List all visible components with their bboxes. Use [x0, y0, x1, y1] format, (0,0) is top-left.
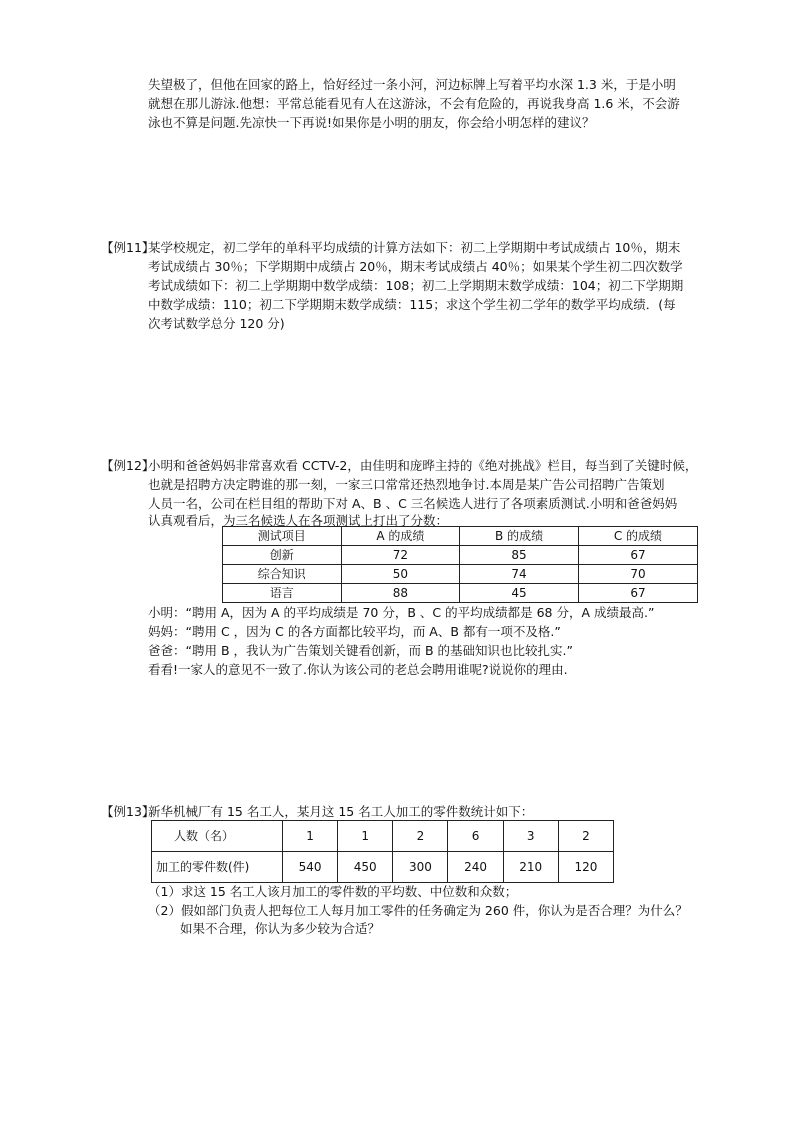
table-cell: 3 — [503, 821, 558, 852]
table-cell: 240 — [448, 852, 503, 883]
table-cell: 2 — [558, 821, 613, 852]
problem-line: 人员一名，公司在栏目组的帮助下对 A、B 、C 三名候选人进行了各项素质测试.小明和爸爸妈妈 — [148, 496, 678, 511]
table-cell: 70 — [578, 565, 697, 584]
question-2: （2）假如部门负责人把每位工人每月加工零件的任务确定为 260 件，你认为是否合理？为什么？ — [148, 903, 688, 918]
table-row — [152, 852, 614, 883]
problem-line: 小明和爸爸妈妈非常喜欢看 CCTV-2，由佳明和庞晔主持的《绝对挑战》栏目，每当到了关键时候， — [148, 458, 698, 473]
problem-line: 考试成绩如下：初二上学期期中数学成绩：108；初二上学期期末数学成绩：104；初二下学期期 — [148, 278, 684, 293]
intro-line: 失望极了，但他在回家的路上，恰好经过一条小河，河边标牌上写着平均水深 1.3 米，于是小明 — [148, 77, 676, 92]
problem-line: 考试成绩占 30％；下学期期中成绩占 20％，期末考试成绩占 40％；如果某个学生初二四次数学 — [148, 259, 683, 274]
table-row — [223, 584, 698, 603]
problem-line: 认真观看后，为三名候选人在各项测试上打出了分数： — [148, 513, 449, 528]
table-cell: 74 — [460, 565, 579, 584]
table-cell: 210 — [503, 852, 558, 883]
table-cell: 45 — [460, 584, 579, 603]
table-cell: 创新 — [223, 546, 342, 565]
intro-line: 就想在那儿游泳.他想：平常总能看见有人在这游泳，不会有危险的，再说我身高 1.6 米，不会游 — [148, 96, 680, 111]
table-header-row — [223, 527, 698, 546]
dialogue-line: 爸爸：“聘用 B ，我认为广告策划关键看创新，而 B 的基础知识也比较扎实.” — [148, 643, 573, 658]
table-header-cell: A 的成绩 — [341, 527, 460, 546]
table-cell: 1 — [283, 821, 338, 852]
table-cell: 450 — [338, 852, 393, 883]
table-header-cell: C 的成绩 — [578, 527, 697, 546]
table-cell: 1 — [338, 821, 393, 852]
table-row — [223, 546, 698, 565]
table-cell: 67 — [578, 584, 697, 603]
problem-line: 也就是招聘方决定聘谁的那一刻，一家三口常常还热烈地争讨.本周是某广告公司招聘广告策划 — [148, 477, 665, 492]
table-header-cell: 测试项目 — [223, 527, 342, 546]
problem-line: 新华机械厂有 15 名工人，某月这 15 名工人加工的零件数统计如下： — [148, 804, 534, 819]
dialogue-line: 妈妈：“聘用 C ，因为 C 的各方面都比较平均，而 A、B 都有一项不及格.” — [148, 624, 561, 639]
example-tag: 【例11】 — [101, 240, 155, 255]
row-label: 人数（名） — [152, 821, 283, 852]
table-row — [223, 565, 698, 584]
table-cell: 85 — [460, 546, 579, 565]
question-1: （1）求这 15 名工人该月加工的零件数的平均数、中位数和众数； — [148, 884, 518, 899]
scores-table — [222, 526, 698, 603]
example-tag: 【例12】 — [101, 458, 155, 473]
table-cell: 72 — [341, 546, 460, 565]
problem-line: 次考试数学总分 120 分) — [148, 316, 285, 331]
table-cell: 120 — [558, 852, 613, 883]
question-2-continued: 如果不合理，你认为多少较为合适？ — [180, 921, 381, 936]
table-cell: 综合知识 — [223, 565, 342, 584]
table-cell: 50 — [341, 565, 460, 584]
table-row — [152, 821, 614, 852]
row-label: 加工的零件数(件) — [152, 852, 283, 883]
table-header-cell: B 的成绩 — [460, 527, 579, 546]
parts-table — [151, 820, 614, 883]
dialogue-line: 小明：“聘用 A，因为 A 的平均成绩是 70 分，B 、C 的平均成绩都是 68 分，A 成绩最高.” — [148, 605, 655, 620]
table-cell: 88 — [341, 584, 460, 603]
table-cell: 语言 — [223, 584, 342, 603]
table-cell: 6 — [448, 821, 503, 852]
example-tag: 【例13】 — [101, 804, 155, 819]
dialogue-line: 看看!一家人的意见不一致了.你认为该公司的老总会聘用谁呢?说说你的理由. — [148, 662, 568, 677]
intro-line: 泳也不算是问题.先凉快一下再说!如果你是小明的朋友，你会给小明怎样的建议？ — [148, 115, 595, 130]
problem-line: 某学校规定，初二学年的单科平均成绩的计算方法如下：初二上学期期中考试成绩占 10％，期末 — [148, 240, 681, 255]
table-cell: 2 — [393, 821, 448, 852]
problem-line: 中数学成绩：110；初二下学期期末数学成绩：115；求这个学生初二学年的数学平均成绩．(每 — [148, 297, 676, 312]
table-cell: 300 — [393, 852, 448, 883]
table-cell: 540 — [283, 852, 338, 883]
table-cell: 67 — [578, 546, 697, 565]
